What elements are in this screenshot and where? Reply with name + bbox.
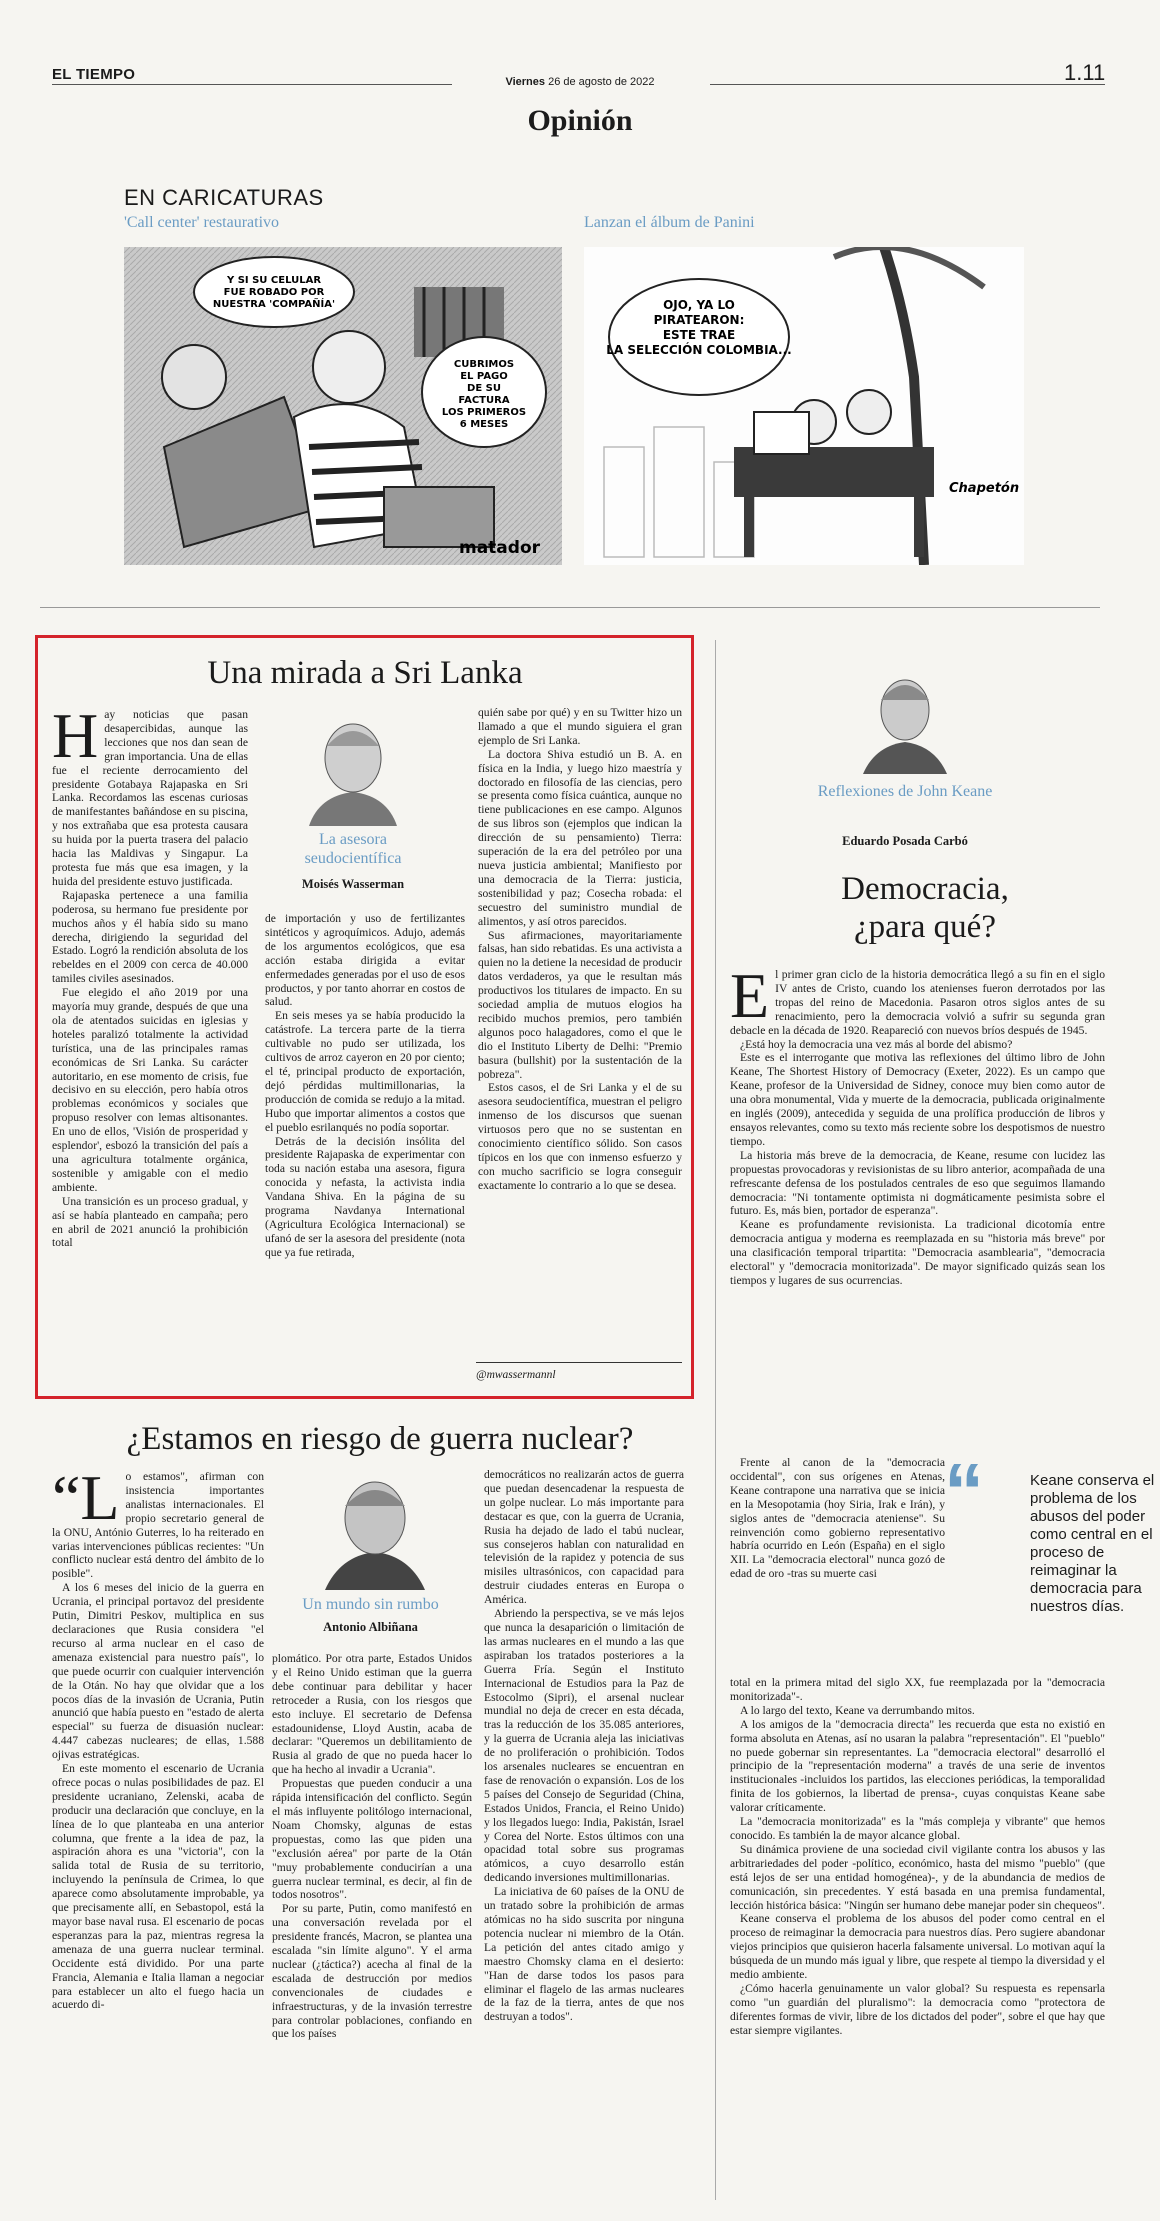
article2-author: Antonio Albiñana xyxy=(323,1620,418,1634)
cartoons-divider xyxy=(40,607,1100,608)
cartoon-left-drawing xyxy=(124,247,562,565)
article3-pull-quote: Keane conserva el problema de los abusos del poder como central en el proceso de reimaginar la democracia para nuestros días. xyxy=(1030,1472,1155,1615)
article3-column-name: Reflexiones de John Keane xyxy=(817,783,993,800)
cartoon-left-signature: matador xyxy=(459,538,541,558)
article2-column-3: democráticos no realizarán actos de guerra que puedan desencadenar la respuesta de un golpe nuclear. Lo más importante para destacar es que, con la guerra de Ucrania, Rusia ha dejado de lado el tabú nuclear, sus consejeros hablan con naturalidad en televisión de la rapidez y potencia de sus misiles ultrasónicos, con capacidad para destruir ciudades enteras en Europa o América. Abriendo la perspectiva, se ve más lejos que nunca la desaparición o limitación de las armas nucleares en el mundo a las que aspiraban los tratados posteriores a la Guerra Fría. Según el Instituto Internacional de Estudios para la Paz de Estocolmo (Sipri), el arsenal nuclear mundial no deja de crecer en esta década, tras la reducción de los 35.085 anteriores, y la guerra de Ucrania aleja las iniciativas de no proliferación o prohibición. Todos los arsenales nucleares se encuentran en fase de renovación o expansión. Los de los 5 países del Consejo de Seguridad (China, Estados Unidos, Francia, el Reino Unido) y los llegados luego: India, Pakistán, Israel y Corea del Norte. Estos últimos con una opacidad total sobre sus programas atómicos, a cuyo desarrollo están dedicando inversiones multimillonarias. La iniciativa de 60 países de la ONU de un tratado sobre la prohibición de armas atómicas no ha sido suscrita por ninguna potencia nuclear ni miembro de la Otán. La petición del antes citado amigo y maestro Chomsky clama en el desierto: "Han de darse todos los pasos para eliminar el flagelo de las armas nucleares de la faz de la tierra, antes de que nos destruyan a todos". xyxy=(484,1468,684,2024)
quote-mark-icon: “ xyxy=(944,1447,984,1536)
article1-dropcap: H xyxy=(52,708,99,771)
cartoons-heading: EN CARICATURAS xyxy=(124,185,324,210)
article3-title: Democracia, ¿para qué? xyxy=(841,871,1009,945)
cartoon-right-caption: Lanzan el álbum de Panini xyxy=(584,214,755,231)
author-photo-posada xyxy=(855,662,955,774)
article1-title: Una mirada a Sri Lanka xyxy=(207,655,523,691)
bubble-right-text: CUBRIMOS EL PAGO DE SU FACTURA LOS PRIMEROS 6 MESES xyxy=(441,359,527,430)
cartoon-right-drawing xyxy=(584,247,1024,565)
article3-intro: El primer gran ciclo de la historia democrática llegó a su fin en el siglo IV antes de Cristo, cuando los atenienses fueron derrotados por las tropas del reino de Macedonia. Pasaron otros siglos antes de su renacimiento, pero la democracia volvió a sufrir su segunda gran debacle en la década de 1920. Reapareció con nuevos bríos después de 1945. ¿Está hoy la democracia una vez más al borde del abismo? Este es el interrogante que motiva las reflexiones del último libro de John Keane, The Shortest History of Democracy (Exeter, 2022). Es un campo que Keane, profesor de la Universidad de Sidney, conoce muy bien como autor de una obra monumental, Vida y muerte de la democracia, publicada originalmente en inglés (2009), antecedida y seguida de una prolífica producción de libros y ensayos relevantes, como su texto más reciente sobre los despotismos de nuestro tiempo. La historia más breve de la democracia, de Keane, resume con lucidez las propuestas provocadoras y revisionistas de su libro anterior, acompañada de una refrescante defensa de los postulados centrales de eso que seguimos llamando democracia: "Ni tontamente optimista ni dogmáticamente pesimista sobre el futuro. Es, más bien, portador de esperanza". Keane es profundamente revisionista. La tradicional dicotomía entre democracia antigua y moderna es reemplazada en su "historia más breve" por una clasificación temporal tripartita: "Democracia asamblearia", "democracia electoral" y "democracia monitorizada". De mayor significado quizás sean los tiempos y lugares de sus ocurrencias. xyxy=(730,968,1105,1287)
cartoon-right-image xyxy=(584,247,1024,565)
article3-narrow-column: Frente al canon de la "democracia occidental", con sus orígenes en Atenas, Keane contrapone una narrativa que se inicia en la Mesopotamia (hoy Siria, Irak e Irán), y siglos antes de "democracia ateniense". Su reinvención como gobierno representativo habría ocurrido en León (España) en el siglo XII. La "democracia electoral" nunca gozó de edad de oro -tras su muerte casi xyxy=(730,1456,945,1581)
cartoon-left-image xyxy=(124,247,562,565)
page-number: 1.11 xyxy=(1064,60,1106,85)
article1-column-1: Hay noticias que pasan desapercibidas, aunque las lecciones que nos dan sean de gran importancia. Una de ellas fue el reciente derrocamiento del presidente Gotabaya Rajapaska en Sri Lanka. Recordamos las escenas curiosas de manifestantes bañándose en su piscina, y nos extrañaba que esa protesta causara su huida por la puerta trasera del palacio hacia las Maldivas y Singapur. La protesta fue más que esa imagen, y la huida del presidente estuvo justificada. Rajapaska pertenece a una familia poderosa, su hermano fue presidente por muchos años y él había sido su mano derecha, dirigiendo la seguridad del Estado. Logró la rendición absoluta de los rebeldes en el 2009 con cerca de 40.000 tamiles civiles asesinados. Fue elegido el año 2019 por una mayoría muy grande, después de que una ola de atentados suicidas en iglesias y hoteles paralizó totalmente la actividad turística, una de las principales ramas económicas de Sri Lanka. Su carácter autoritario, en ese momento de crisis, fue decisivo en su elección, pero había otros problemas económicos y sociales que propuso resolver con lemas altisonantes. En uno de ellos, 'Visión de prosperidad y esplendor', esbozó la transición del país a una agricultura totalmente orgánica, sostenible y amigable con el medio ambiente. Una transición es un proceso gradual, y así se había planteado en campaña; pero en abril de 2021 anunció la prohibición total xyxy=(52,708,248,1250)
header-rule-right xyxy=(710,84,1105,85)
article1-author: Moisés Wasserman xyxy=(301,877,405,891)
author-twitter-handle[interactable]: @mwassermannl xyxy=(476,1369,556,1381)
article1-column-2: de importación y uso de fertilizantes sintéticos y agroquímicos. Adujo, además de los argumentos ecológicos, que esa acción estaba dirigida a evitar enfermedades generadas por el uso de esos productos, y por tanto ahorrar en costos de salud. En seis meses ya se había producido la catástrofe. La tercera parte de la tierra cultivable no pudo ser utilizada, los cultivos de arroz cayeron en 20 por ciento; el té, principal producto de exportación, dejó pérdidas multimillonarias, la producción de comida se redujo a la mitad. Hubo que importar alimentos a costos que el pueblo esrilanqués no podía soportar. Detrás de la decisión insólita del presidente Rajapaska de experimentar con toda su nación estaba una asesora, figura conocida y nefasta, la activista india Vandana Shiva. En la página de su programa Navdanya International (Agricultura Ecológica Internacional) se ufanó de ser la asesora del presidente (nota que ya fue retirada, xyxy=(265,912,465,1259)
cartoon-right-signature: Chapetón xyxy=(949,481,1020,496)
author-photo-albinana xyxy=(310,1464,440,1590)
section-title: Opinión xyxy=(527,104,633,137)
newspaper-brand: EL TIEMPO xyxy=(52,66,136,83)
handle-rule xyxy=(476,1362,682,1363)
author-photo-wasserman xyxy=(289,706,417,826)
column-separator xyxy=(715,640,716,2200)
article1-column-name: La asesora seudocientífica xyxy=(304,831,402,867)
header-rule-left xyxy=(52,84,452,85)
bubble-top-text: Y SI SU CELULAR FUE ROBADO POR NUESTRA 'COMPAÑÍA' xyxy=(212,275,336,310)
article2-column-name: Un mundo sin rumbo xyxy=(302,1596,439,1613)
issue-date: Viernes 26 de agosto de 2022 xyxy=(505,76,655,88)
article2-dropcap: “L xyxy=(52,1470,120,1533)
article3-dropcap: E xyxy=(730,968,770,1031)
article3-rest: total en la primera mitad del siglo XX, fue reemplazada por la "democracia monitorizada"-. A lo largo del texto, Keane va derrumbando mitos. A los amigos de la "democracia directa" les recuerda que esta no existió en forma absoluta en Atenas, así no usaran la palabra "representación". El "pueblo" no puede gobernar sin representantes. La "democracia electoral" desarrolló el principio de la "representación moderna" a través de una serie de inventos institucionales -incluidos los partidos, las elecciones periódicas, la temporalidad finita de los gobiernos, la libertad de prensa-, cuyas conquistas Keane sabe valorar críticamente. La "democracia monitorizada" es la "más compleja y vibrante" que hemos conocido. Es también la de mayor alcance global. Su dinámica proviene de una sociedad civil vigilante contra los abusos y las arbitrariedades del poder -político, económico, hasta del mismo "pueblo" (que está lejos de ser una entidad homogénea)-, y de la abundancia de medios de comunicación, sin precedentes. Y está basada en una premisa fundamental, lección histórica básica: "Ningún ser humano debe manejar poder sin chequeos". Keane conserva el problema de los abusos del poder como central en el proceso de reimaginar la democracia para nuestros días. Pero sugiere abandonar viejos principios que quisieron hacerla falsamente universal. Lo motivan aquí la búsqueda de un mundo más igual y libre, que respete al tiempo la diversidad y el medio ambiente. ¿Cómo hacerla genuinamente un valor global? Su respuesta es repensarla como "un guardián del pluralismo": la democracia como "protectora de diferentes formas de vivir, libre de los dictados del poder", sobre el que hay que estar siempre vigilantes. xyxy=(730,1676,1105,2037)
article2-column-1: “Lo estamos", afirman con insistencia importantes analistas internacionales. El propio secretario general de la ONU, António Guterres, lo ha reiterado en varias intervenciones públicas recientes: "Un conflicto nuclear está dentro del ámbito de lo posible". A los 6 meses del inicio de la guerra en Ucrania, el principal portavoz del presidente Putin, Dimitri Peskov, multiplica en sus declaraciones que Rusia considera "el recurso al arma nuclear en el caso de amenaza existencial para nuestro país", lo que puede ocurrir con cualquier intervención de la Otán. No hay que olvidar que a los pocos días de la invasión de Ucrania, Putin anunció que había puesto en "estado de alerta especial" su fuerza de disuasión nuclear: 4.447 cabezas nucleares; de ellas, 1.588 ojivas estratégicas. En este momento el escenario de Ucrania ofrece pocas o nulas posibilidades de paz. El presidente ucraniano, Zelenski, acaba de producir una declaración que concluye, en la línea de lo que planteaba en una anterior columna, que frente a la idea de paz, la aspiración ahora es una "victoria", con la salida total de Rusia de su territorio, incluyendo la península de Crimea, lo que aparece como absolutamente improbable, ya que precisamente allí, en Sebastopol, está la mayor base naval rusa. El escenario de pocas esperanzas para la paz, mientras regresa la amenaza de una guerra nuclear terminal. Occidente está dividido. Por una parte Francia, Alemania e Italia llaman a negociar para establecer un alto el fuego hacia un acuerdo di- xyxy=(52,1470,264,2012)
article2-title: ¿Estamos en riesgo de guerra nuclear? xyxy=(126,1421,634,1457)
article2-column-2: plomático. Por otra parte, Estados Unidos y el Reino Unido estiman que la guerra debe continuar para debilitar y hacer retroceder a Rusia, con los riesgos que esto incluye. El secretario de Defensa estadounidense, Lloyd Austin, acaba de declarar: "Queremos un debilitamiento de Rusia al grado de que no pueda hacer lo que ha hecho al invadir a Ucrania". Propuestas que pueden conducir a una rápida intensificación del conflicto. Según el más influyente politólogo internacional, Noam Chomsky, algunas de estas propuestas, como las que piden una "exclusión aérea" por parte de la Otán "muy probablemente conducirían a una guerra nuclear terminal, es decir, al fin de todos nosotros". Por su parte, Putin, como manifestó en una conversación revelada por el presidente francés, Macron, se plantea una escalada "sin límite alguno". Y el arma nuclear (¿táctica?) acecha al final de la escalada de destrucción por medios convencionales de ciudades e infraestructuras, y de la invasión terrestre para controlar poblaciones, confiando en que los países xyxy=(272,1652,472,2041)
cartoon-left-caption: 'Call center' restaurativo xyxy=(124,214,280,231)
article1-column-3: quién sabe por qué) y en su Twitter hizo un llamado a que el mundo siguiera el gran ejemplo de Sri Lanka. La doctora Shiva estudió un B. A. en física en la India, y luego hizo maestría y doctorado en filosofía de las ciencias, pero se presenta como física cuántica, aunque no tiene publicaciones en ese campo. Algunos de sus libros son (ejemplos que indican la dirección de su pensamiento) Tierra: superación de la era del petróleo por una nueva justicia ambiental; Manifiesto por una democracia de la Tierra: justicia, sostenibilidad y paz; Cosecha robada: el secuestro del suministro mundial de alimentos, y así otros parecidos. Sus afirmaciones, mayoritariamente falsas, han sido rebatidas. Es una activista a quien no la detiene la necesidad de producir datos verdaderos, ya que le resultan más productivos los titulares de impacto. En su sociedad amplia de mutuos elogios ha recibido muchos premios, pero también algunos poco halagadores, como el que le dio el Instituto Liberty de Delhi: "Premio basura (bullshit) por la sustentación de la pobreza". Estos casos, el de Sri Lanka y el de su asesora seudocientífica, muestran el peligro inmenso de los discursos que suenan virtuosos pero que no se sustentan en conocimiento científico sólido. Son casos típicos en los que con inmenso esfuerzo y con mucho sacrificio se logra conseguir exactamente lo contrario a lo que se desea. xyxy=(478,706,682,1192)
bubble-panini-text: OJO, YA LO PIRATEARON: ESTE TRAE LA SELECCIÓN COLOMBIA... xyxy=(606,298,792,357)
article3-author: Eduardo Posada Carbó xyxy=(842,834,968,848)
